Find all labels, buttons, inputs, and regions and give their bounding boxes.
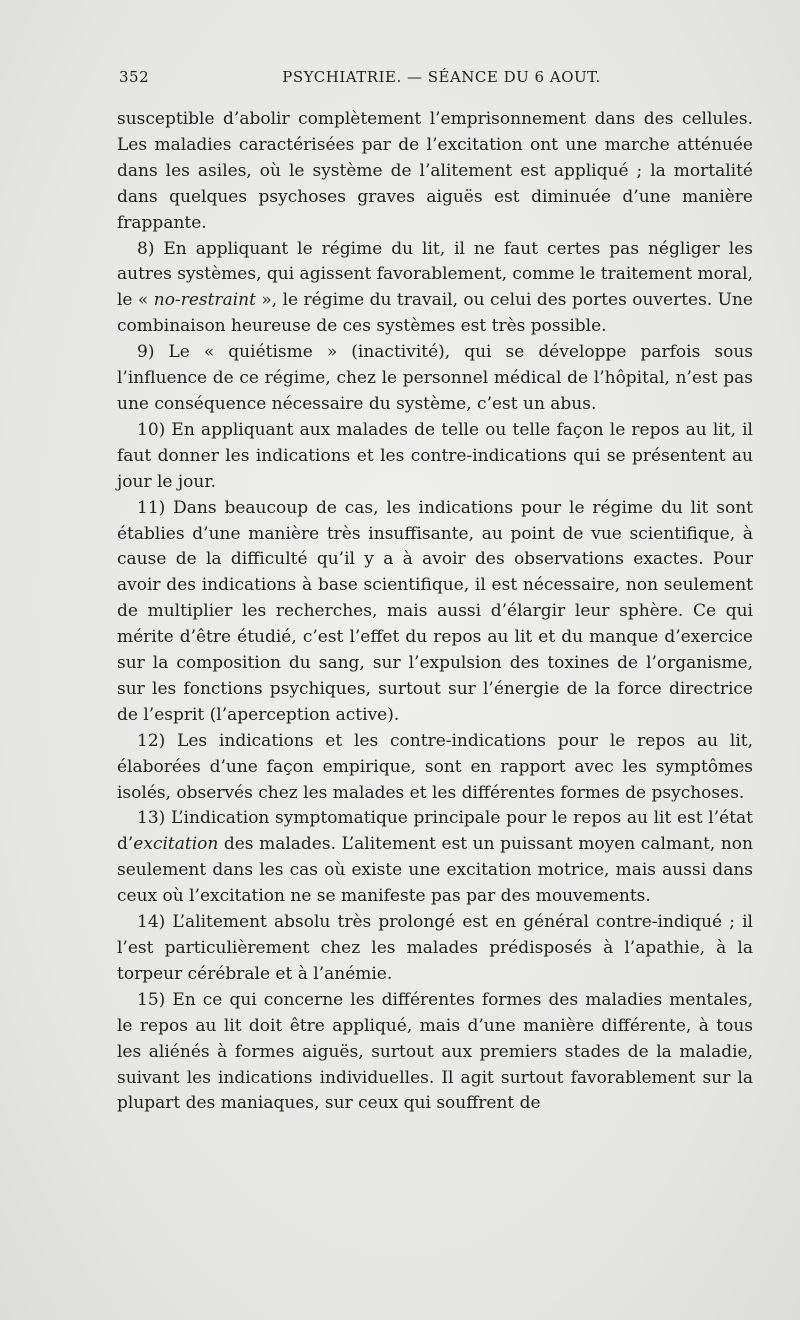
paragraph-12: 12) Les indications et les contre-indications pour le repos au lit, élaborées d’une façon empirique, sont en rapport avec les symptômes isolés, observés chez les malades et les différentes formes de psychoses. — [117, 730, 753, 803]
paragraph-10: 10) En appliquant aux malades de telle ou telle façon le repos au lit, il faut donner les indications et les contre-indications qui se présentent au jour le jour. — [117, 419, 753, 492]
paragraph-8: 8) En appliquant le régime du lit, il ne faut certes pas négliger les autres systèmes, qui agissent favorablement, comme le traitement moral, le « no-restraint », le régime du travail, ou celui des portes ouvertes. Une combinaison heureuse de ces systèmes est très possible. — [117, 238, 753, 337]
page-body — [117, 107, 753, 1117]
paragraph-continued: susceptible d’abolir complètement l’emprisonnement dans des cellules. Les maladies caractérisées par de l’excitation ont une marche atténuée dans les asiles, où le système de l’alitement est appliqué ; la mortalité dans quelques psychoses graves aiguës est diminuée d’une manière frappante. — [117, 109, 753, 233]
paragraph-11: 11) Dans beaucoup de cas, les indications pour le régime du lit sont établies d’une manière très insuffisante, au point de vue scientifique, à cause de la difficulté qu’il y a à avoir des observations exactes. Pour avoir des indications à base scientifique, il est nécessaire, non seulement de multiplier les recherches, mais aussi d’élargir leur sphère. Ce qui mérite d’être étudié, c’est l’effet du repos au lit et du manque d’exercice sur la composition du sang, sur l’expulsion des toxines de l’organisme, sur les fonctions psychiques, surtout sur l’énergie de la force directrice de l’esprit (l’aperception active). — [117, 497, 753, 725]
running-title: PSYCHIATRIE. — SÉANCE DU 6 AOUT. — [282, 68, 601, 86]
running-header — [119, 68, 744, 90]
paragraph-9: 9) Le « quiétisme » (inactivité), qui se développe parfois sous l’influence de ce régime, chez le personnel médical de l’hôpital, n’est pas une conséquence nécessaire du système, c’est un abus. — [117, 342, 753, 414]
page-number: 352 — [119, 68, 150, 86]
paragraph-14: 14) L’alitement absolu très prolongé est en général contre-indiqué ; il l’est particulièrement chez les malades prédisposés à l’apathie, à la torpeur cérébrale et à l’anémie. — [117, 912, 753, 984]
paragraph-15: 15) En ce qui concerne les différentes formes des maladies mentales, le repos au lit doit être appliqué, mais d’une manière différente, à tous les aliénés à formes aiguës, surtout aux premiers stades de la maladie, suivant les indications individuelles. Il agit surtout favorablement sur la plupart des maniaques, sur ceux qui souffrent de — [117, 989, 753, 1114]
paragraph-13: 13) L’indication symptomatique principale pour le repos au lit est l’état d’excitation des malades. L’alitement est un puissant moyen calmant, non seulement dans les cas où existe une excitation motrice, mais aussi dans ceux où l’excitation ne se manifeste pas par des mouvements. — [117, 808, 753, 907]
